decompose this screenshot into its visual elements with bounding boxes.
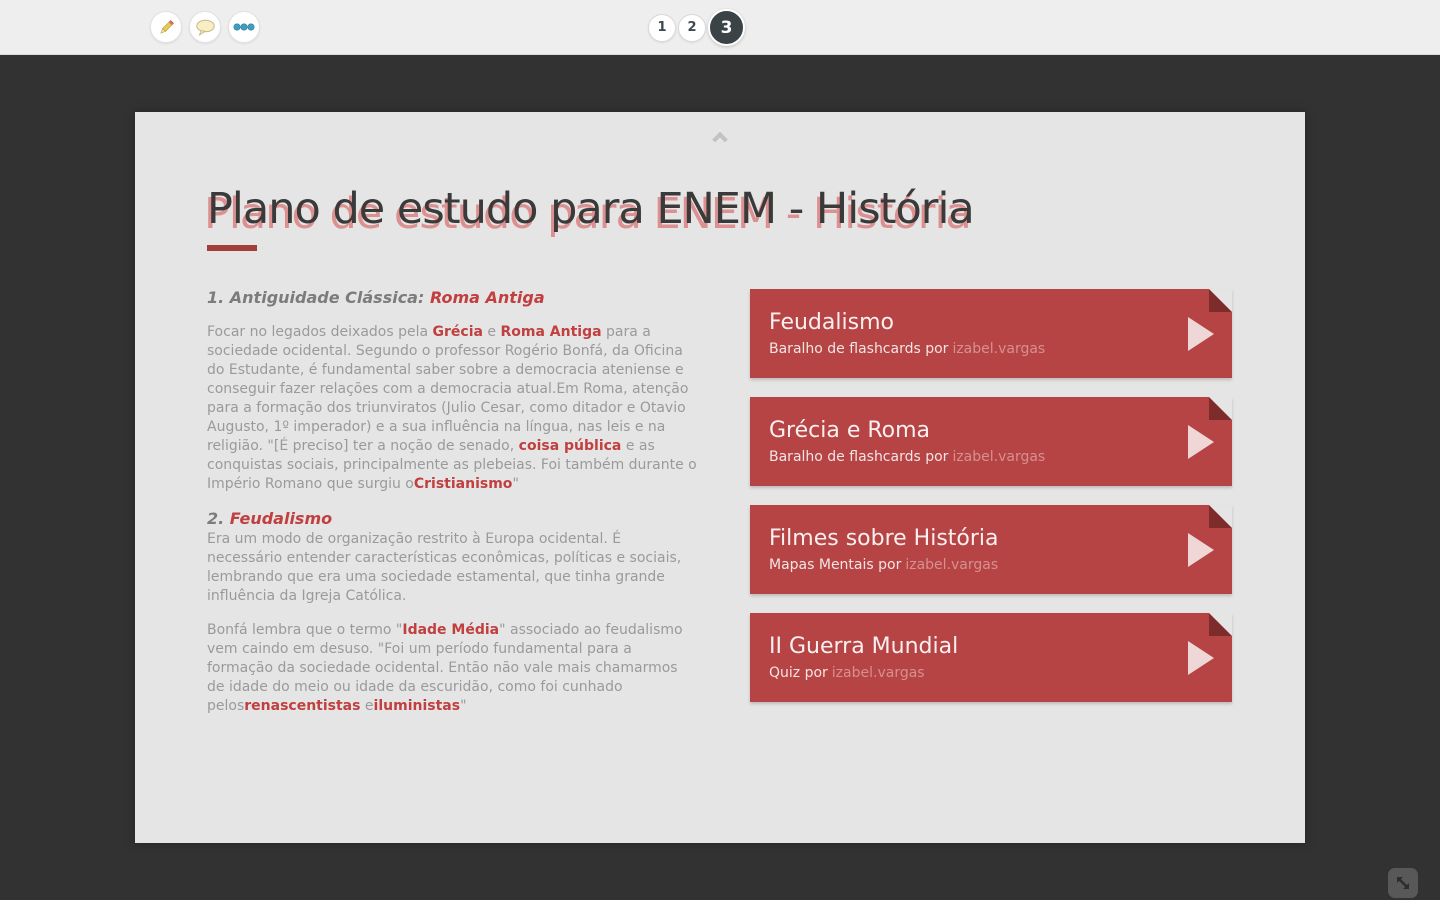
card-author[interactable]: izabel.vargas [831, 665, 925, 681]
card-type-label: Quiz por [769, 665, 828, 681]
page-1-button[interactable]: 1 [648, 14, 676, 42]
section-1-heading: 1. Antiguidade Clássica: Roma Antiga [207, 288, 545, 307]
card-type-label: Baralho de flashcards por [769, 449, 949, 465]
ellipsis-icon [233, 23, 255, 31]
section-2-paragraph-2: Bonfá lembra que o termo "Idade Média" associado ao feudalismo vem caindo em desuso. "Foi um período fundamental para a formação da sociedade ocidental. Então não vale mais chamarmos de idade do meio ou idade da escuridão, como foi cunhado pelosrenascentistas eiluministas" [207, 622, 683, 714]
edit-button[interactable] [150, 11, 182, 43]
card-type-label: Baralho de flashcards por [769, 341, 949, 357]
card-title: Feudalismo [769, 310, 894, 335]
play-icon[interactable] [1188, 425, 1214, 459]
card-text [769, 310, 1045, 357]
comments-button[interactable] [189, 11, 221, 43]
card-text [769, 526, 999, 573]
page-3-button[interactable]: 3 [708, 9, 745, 46]
card-subtitle [769, 665, 958, 681]
page-2-button[interactable]: 2 [678, 14, 706, 42]
card-type-label: Mapas Mentais por [769, 557, 902, 573]
slide [135, 112, 1305, 843]
study-plan-text [207, 288, 699, 731]
title-underline [207, 245, 257, 251]
resource-cards [750, 289, 1232, 721]
section-2-paragraph: Era um modo de organização restrito à Europa ocidental. É necessário entender características econômicas, políticas e sociais, lembrando que era uma sociedade estamental, que tinha grande influência da Igreja Católica. [207, 531, 682, 604]
resource-card-grecia-e-roma[interactable] [750, 397, 1232, 486]
toolbar-tools [150, 11, 260, 43]
card-text [769, 418, 1045, 465]
section-1-paragraph: Focar no legados deixados pela Grécia e Roma Antiga para a sociedade ocidental. Segundo o professor Rogério Bonfá, da Oficina do Estudante, é fundamental saber sobre a democracia ateniense e conseguir fazer relações com a democracia atual.Em Roma, atenção para a formação dos triunviratos (Julio Cesar, como ditador e Otavio Augusto, 1º imperador) e a sua influência na língua, nas leis e na religião. "[É preciso] ter a noção de senado, coisa pública e as conquistas sociais, principalmente as plebeias. Foi também durante o Império Romano que surgiu oCristianismo" [207, 324, 697, 492]
collapse-button[interactable] [715, 134, 726, 145]
card-author[interactable]: izabel.vargas [952, 341, 1046, 357]
toolbar [0, 0, 1440, 55]
page-nav [648, 0, 745, 55]
card-author[interactable]: izabel.vargas [952, 449, 1046, 465]
play-icon[interactable] [1188, 317, 1214, 351]
more-options-button[interactable] [228, 11, 260, 43]
card-title: II Guerra Mundial [769, 634, 959, 659]
pencil-icon [157, 18, 176, 37]
card-author[interactable]: izabel.vargas [905, 557, 999, 573]
speech-bubble-icon [195, 19, 216, 36]
resource-card-feudalismo[interactable] [750, 289, 1232, 378]
resource-card-ii-guerra-mundial[interactable] [750, 613, 1232, 702]
section-2-heading: 2. Feudalismo [207, 509, 333, 528]
slide-title: Plano de estudo para ENEM - História [207, 184, 974, 234]
resize-icon [1395, 875, 1411, 891]
fullscreen-button[interactable] [1388, 868, 1418, 898]
resource-card-filmes-sobre-historia[interactable] [750, 505, 1232, 594]
play-icon[interactable] [1188, 533, 1214, 567]
card-title: Filmes sobre História [769, 526, 999, 551]
card-subtitle [769, 341, 1045, 357]
card-subtitle [769, 557, 999, 573]
chevron-up-icon [712, 132, 728, 148]
card-text [769, 634, 958, 681]
play-icon[interactable] [1188, 641, 1214, 675]
card-subtitle [769, 449, 1045, 465]
card-title: Grécia e Roma [769, 418, 931, 443]
